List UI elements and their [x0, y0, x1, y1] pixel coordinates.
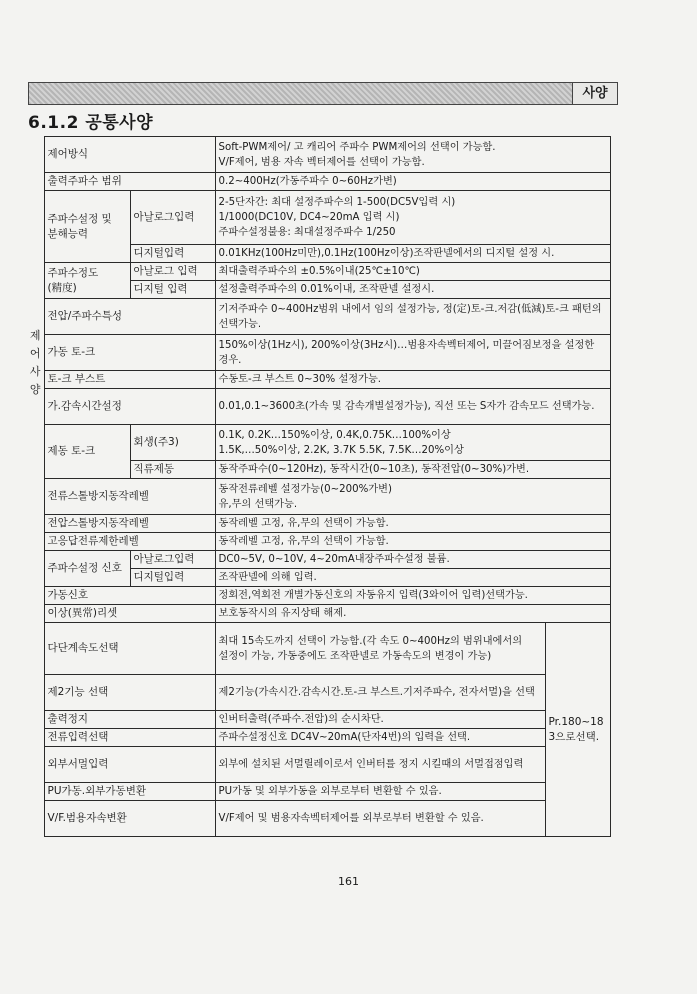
row-desc: 조작판넬에 의해 입력. — [215, 569, 610, 587]
row-label: 토-크 부스트 — [44, 371, 215, 389]
row-desc: 0.2~400Hz(가동주파수 0~60Hz가변) — [215, 173, 610, 191]
row-desc: 주파수설정신호 DC4V~20mA(단자4번)의 입력을 선택. — [215, 729, 545, 747]
row-desc: 동작레벨 고정, 유,무의 선택이 가능함. — [215, 533, 610, 551]
header-label: 사양 — [572, 82, 618, 105]
desc-line: 2-5단자간: 최대 설정주파수의 1-500(DC5V입력 시) — [218, 197, 456, 208]
sub-label: 아날로그입력 — [130, 551, 215, 569]
row-desc: 최대출력주파수의 ±0.5%이내(25℃±10℃) — [215, 263, 610, 281]
row-label: 주파수설정 신호 — [44, 551, 130, 587]
row-label: 전류입력선택 — [44, 729, 215, 747]
row-desc: 최대 15속도까지 선택이 가능함.(각 속도 0~400Hz의 범위내에서의 설정이 가능, 가동중에도 조작판넬로 가동속도의 변경이 가능) — [215, 623, 545, 675]
desc-line: 동작전류레벨 설정가능(0~200%가변) — [218, 483, 392, 495]
row-desc: 0.01KHz(100Hz미만),0.1Hz(100Hz이상)조작판넬에서의 디지털 설정 시. — [215, 245, 610, 263]
row-desc: 0.01,0.1~3600초(가속 및 감속개별설정가능), 직선 또는 S자가 감속모드 선택가능. — [215, 389, 610, 425]
row-label: 가동신호 — [44, 587, 215, 605]
side-char: 양 — [29, 382, 41, 396]
row-label: 고응답전류제한레벨 — [44, 533, 215, 551]
row-desc: 150%이상(1Hz시), 200%이상(3Hz시)…범용자속벡터제어, 미끌어짐보정을 설정한 경우. — [215, 335, 610, 371]
desc-line: 1/1000(DC10V, DC4~20mA 입력 시) — [218, 212, 400, 223]
row-label: 전압/주파수특성 — [44, 299, 215, 335]
row-desc: V/F제어 및 범용자속벡터제어를 외부로부터 변환할 수 있음. — [215, 801, 545, 837]
row-label: 주파수정도(精度) — [44, 263, 130, 299]
row-label: 외부서멀입력 — [44, 747, 215, 783]
sub-label: 디지털입력 — [130, 245, 215, 263]
row-label: 전류스톨방지동작레벨 — [44, 479, 215, 515]
sub-label: 직류제동 — [130, 461, 215, 479]
desc-line: 0.1K, 0.2K…150%이상, 0.4K,0.75K…100%이상 — [218, 429, 451, 441]
row-desc: 보호동작시의 유지상태 해제. — [215, 605, 610, 623]
row-desc: 기저주파수 0~400Hz범위 내에서 임의 설정가능, 정(定)토-크.저감(低減)토-크 패턴의 선택가능. — [215, 299, 610, 335]
row-desc: 동작레벨 고정, 유,무의 선택이 가능함. — [215, 515, 610, 533]
row-desc: 외부에 설치된 서멀릴레이로서 인버터를 정지 시킬때의 서멀접점입력 — [215, 747, 545, 783]
row-desc: 수동토-크 부스트 0~30% 설정가능. — [215, 371, 610, 389]
row-desc — [215, 191, 610, 245]
row-label: 전압스톨방지동작레벨 — [44, 515, 215, 533]
row-label: 가동 토-크 — [44, 335, 215, 371]
section-title: 6.1.2 공통사양 — [28, 113, 154, 133]
sub-label: 회생(주3) — [130, 425, 215, 461]
row-desc: 동작주파수(0~120Hz), 동작시간(0~10초), 동작전압(0~30%)가변. — [215, 461, 610, 479]
desc-line: 주파수설정불용: 최대설정주파수 1/250 — [218, 227, 396, 238]
spec-table — [27, 136, 611, 837]
side-note: Pr.180~183으로선택. — [545, 623, 610, 837]
row-label: 다단계속도선택 — [44, 623, 215, 675]
sub-label: 디지털입력 — [130, 569, 215, 587]
side-category — [27, 137, 44, 837]
sub-label: 아날로그입력 — [130, 191, 215, 245]
row-desc: 제2기능(가속시간.감속시간.토-크 부스트.기저주파수, 전자서멀)을 선택 — [215, 675, 545, 711]
row-label: 출력주파수 범위 — [44, 173, 215, 191]
row-label: PU가동.외부가동변환 — [44, 783, 215, 801]
sub-label: 디지털 입력 — [130, 281, 215, 299]
desc-line: V/F제어, 범용 자속 벡터제어를 선택이 가능함. — [218, 156, 425, 168]
row-label: V/F.범용자속변환 — [44, 801, 215, 837]
desc-line: Soft-PWM제어/ 고 캐리어 주파수 PWM제어의 선택이 가능함. — [218, 141, 496, 153]
sub-label: 아날로그 입력 — [130, 263, 215, 281]
row-desc: PU가동 및 외부가동을 외부로부터 변환할 수 있음. — [215, 783, 545, 801]
row-label: 제2기능 선택 — [44, 675, 215, 711]
page-number: 161 — [338, 875, 359, 888]
row-desc — [215, 137, 610, 173]
side-char: 제 — [29, 328, 41, 342]
desc-line: 유,무의 선택가능. — [218, 498, 298, 510]
row-label: 제어방식 — [44, 137, 215, 173]
row-desc: 정회전,역회전 개별가동신호의 자동유지 입력(3와이어 입력)선택가능. — [215, 587, 610, 605]
row-desc: 설정출력주파수의 0.01%이내, 조작판넬 설정시. — [215, 281, 610, 299]
row-desc: 인버터출력(주파수.전압)의 순시차단. — [215, 711, 545, 729]
row-desc — [215, 425, 610, 461]
row-label: 제동 토-크 — [44, 425, 130, 479]
row-desc — [215, 479, 610, 515]
header-bar — [28, 82, 618, 105]
row-label: 이상(異常)리셋 — [44, 605, 215, 623]
side-char: 어 — [29, 346, 41, 360]
row-label: 가.감속시간설정 — [44, 389, 215, 425]
desc-line: 1.5K,…50%이상, 2.2K, 3.7K 5.5K, 7.5K…20%이상 — [218, 444, 464, 456]
side-char: 사 — [29, 364, 41, 378]
row-desc: DC0~5V, 0~10V, 4~20mA내장주파수설정 불륨. — [215, 551, 610, 569]
row-label: 출력정지 — [44, 711, 215, 729]
row-label: 주파수설정 및 분해능력 — [44, 191, 130, 263]
